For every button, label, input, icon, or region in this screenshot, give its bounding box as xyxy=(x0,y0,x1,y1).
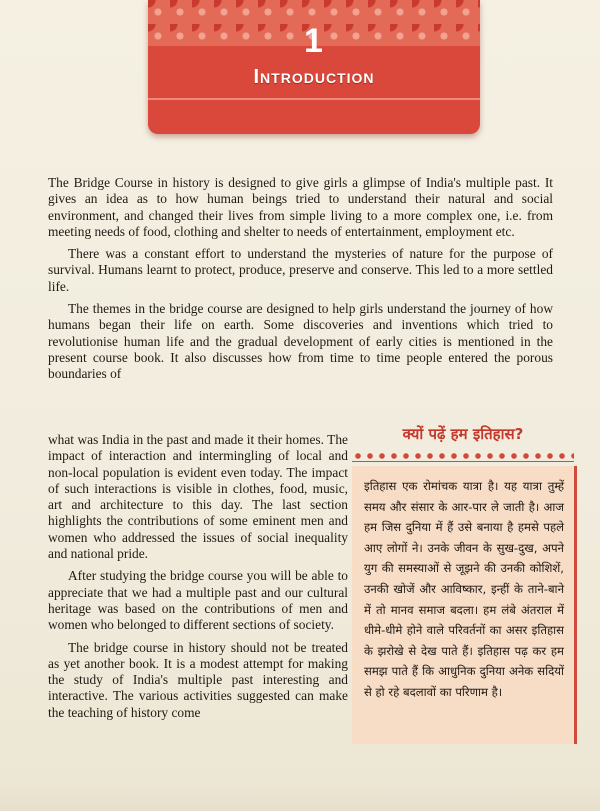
sidebar-heading: क्यों पढ़ें हम इतिहास? xyxy=(402,425,524,443)
chapter-number: 1 xyxy=(304,22,324,60)
paragraph-3-start: The themes in the bridge course are designed to help girls understand the journey of how humans began their life on earth. Some discoveries and inventions which tried to revolutionise human life and the gradual development of early cities is mentioned in the present course book. It also discusses how from time to time people entered the porous boundaries of xyxy=(48,301,553,382)
intro-text-column xyxy=(48,432,348,721)
paragraph-3-continued: what was India in the past and made it their homes. The impact of interaction and intermingling of local and non-local population is evident even today. The impact of such interactions is visible in clothes, food, music, art and architecture to this day. The last section highlights the contributions of some eminent men and women who addressed the issues of social inequality and national pride. xyxy=(48,432,348,562)
page-bottom-shade xyxy=(0,780,600,811)
paragraph-2: There was a constant effort to understand the mysteries of nature for the purpose of survival. Humans learnt to protect, produce, preserve and conserve. This led to a more settled life. xyxy=(48,246,553,294)
paragraph-5: The bridge course in history should not be treated as yet another book. It is a modest attempt for making the study of India's multiple past interesting and interactive. The various activities suggested can make the teaching of history come xyxy=(48,639,348,720)
chapter-title: Introduction xyxy=(253,66,375,88)
paragraph-1: The Bridge Course in history is designed to give girls a glimpse of India's multiple past. It gives an idea as to how human beings tried to understand their natural and social environment, and changed their lives from simple living to a more complex one, i.e. from meeting needs of food, clothing and shelter to needs of entertainment, employment etc. xyxy=(48,175,553,239)
chapter-banner xyxy=(148,0,480,134)
banner-divider xyxy=(148,98,480,100)
paragraph-4: After studying the bridge course you will be able to appreciate that we had a multiple past and our cultural heritage was based on the contributions of men and women who belonged to different sections of society. xyxy=(48,568,348,633)
sidebar-text: इतिहास एक रोमांचक यात्रा है। यह यात्रा तुम्हें समय और संसार के आर-पार ले जाती है। आज हम जिस दुनिया में हैं उसे बनाया है हमसे पहले आए लोगों ने। उनके जीवन के सुख-दुख, अपने युग की समस्याओं से जूझने की उनकी कोशिशें, उनकी खोजें और आविष्कार, इन्हीं के ताने-बाने में तो मानव समाज बदला। हम लंबे अंतराल में धीमे-धीमे होने वाले परिवर्तनों का असर इतिहास के झरोखे से देख पाते हैं। इतिहास पढ़ कर हम समझ पाते हैं कि आधुनिक दुनिया अनेक सदियों से हो रहे बदलावों का परिणाम है। xyxy=(364,479,564,699)
sidebar-ornament xyxy=(352,448,574,464)
intro-text-full-width xyxy=(48,175,553,383)
